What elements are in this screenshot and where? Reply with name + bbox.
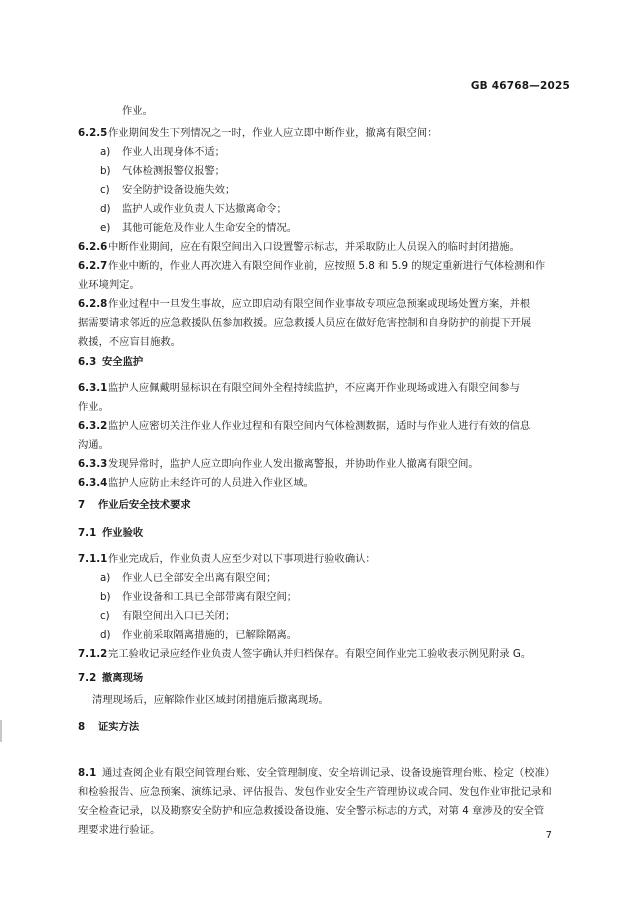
clause-text: 作业期间发生下列情况之一时，作业人应立即中断作业，撤离有限空间：	[108, 127, 438, 139]
list-item	[100, 590, 600, 604]
section-heading	[78, 498, 578, 512]
paragraph-line	[78, 316, 578, 330]
clause-text: 其他可能危及作业人生命安全的情况。	[122, 222, 298, 234]
paragraph-line	[92, 693, 592, 707]
clause-number: 7.1.2	[78, 648, 108, 660]
clause-number: 6.2.8	[78, 298, 108, 310]
paragraph-line	[78, 823, 578, 837]
clause-text: 监护人应密切关注作业人作业过程和有限空间内气体检测数据，适时与作业人进行有效的信息	[108, 420, 531, 432]
clause-text: 撤离现场	[102, 672, 144, 684]
clause-number: d)	[100, 203, 111, 215]
clause-text: 监护人应防止未经许可的人员进入作业区域。	[108, 477, 314, 489]
clause-number: 7.2	[78, 672, 97, 684]
paragraph-line	[78, 476, 578, 490]
standard-code: GB 46768—2025	[470, 80, 570, 92]
paragraph-line	[78, 785, 578, 799]
clause-text: 作业设备和工具已全部带离有限空间；	[122, 591, 298, 603]
paragraph-line	[78, 126, 578, 140]
paragraph-line	[78, 297, 578, 311]
section-heading	[78, 720, 578, 734]
clause-text: 作业后安全技术要求	[98, 499, 191, 511]
paragraph-line	[78, 335, 578, 349]
list-item	[100, 628, 600, 642]
paragraph-line	[78, 259, 578, 273]
clause-text: 作业过程中一旦发生事故，应立即启动有限空间作业事故专项应急预案或现场处置方案，并根	[108, 298, 531, 310]
clause-number: a)	[100, 146, 111, 158]
list-item	[100, 145, 600, 159]
paragraph-line	[78, 647, 578, 661]
paragraph-line	[78, 438, 578, 452]
clause-text: 作业验收	[102, 527, 144, 539]
paragraph-line	[122, 104, 622, 118]
clause-text: 业环境判定。	[78, 279, 140, 291]
paragraph-line	[78, 766, 578, 780]
clause-text: 据需要请求邻近的应急救援队伍参加救援。应急救援人员应在做好危害控制和自身防护的前提下开展	[78, 317, 532, 329]
paragraph-line	[78, 278, 578, 292]
clause-number: 7.1.1	[78, 553, 108, 565]
clause-text: 有限空间出入口已关闭；	[122, 610, 236, 622]
section-heading	[78, 526, 578, 540]
clause-text: 清理现场后，应解除作业区域封闭措施后撤离现场。	[92, 694, 329, 706]
clause-number: 6.3.3	[78, 458, 108, 470]
paragraph-line	[78, 804, 578, 818]
clause-text: 安全监护	[102, 356, 144, 368]
list-item	[100, 202, 600, 216]
clause-text: 作业中断的，作业人再次进入有限空间作业前，应按照 5.8 和 5.9 的规定重新进行气体检测和作	[108, 260, 546, 272]
clause-number: 6.3.1	[78, 382, 108, 394]
clause-number: 8	[78, 721, 86, 733]
clause-text: 作业完成后，作业负责人应至少对以下事项进行验收确认：	[108, 553, 376, 565]
margin-marker	[0, 720, 2, 742]
section-heading	[78, 355, 578, 369]
clause-text: 完工验收记录应经作业负责人签字确认并归档保存。有限空间作业完工验收表示例见附录 G。	[108, 648, 532, 660]
list-item	[100, 183, 600, 197]
clause-text: 和检验报告、应急预案、演练记录、评估报告、发包作业安全生产管理协议或合同、发包作业审批记录和	[78, 786, 552, 798]
list-item	[100, 221, 600, 235]
clause-number: 8.1	[78, 767, 97, 779]
clause-text: 作业前采取隔离措施的，已解除隔离。	[122, 629, 298, 641]
section-heading	[78, 671, 578, 685]
clause-text: 证实方法	[98, 721, 140, 733]
clause-text: 作业人出现身体不适；	[122, 146, 225, 158]
clause-number: 6.3.2	[78, 420, 108, 432]
clause-number: 6.2.5	[78, 127, 108, 139]
clause-number: c)	[100, 184, 110, 196]
clause-text: 安全防护设备设施失效；	[122, 184, 236, 196]
clause-text: 作业。	[78, 401, 109, 413]
clause-number: b)	[100, 591, 111, 603]
clause-text: 通过查阅企业有限空间管理台账、安全管理制度、安全培训记录、设备设施管理台账、检定（校准）	[102, 767, 556, 779]
clause-text: 安全检查记录，以及勘察安全防护和应急救援设备设施、安全警示标志的方式，对第 4 章涉及的安全管	[78, 805, 545, 817]
paragraph-line	[78, 457, 578, 471]
clause-number: d)	[100, 629, 111, 641]
list-item	[100, 571, 600, 585]
clause-text: 发现异常时，监护人应立即向作业人发出撤离警报，并协助作业人撤离有限空间。	[108, 458, 479, 470]
paragraph-line	[78, 381, 578, 395]
clause-text: 气体检测报警仪报警；	[122, 165, 225, 177]
clause-number: 6.2.6	[78, 241, 108, 253]
paragraph-line	[78, 240, 578, 254]
clause-text: 作业。	[122, 105, 153, 117]
clause-number: 6.3	[78, 356, 97, 368]
clause-number: 7	[78, 499, 86, 511]
clause-number: c)	[100, 610, 110, 622]
page-number: 7	[545, 830, 552, 841]
clause-text: 监护人或作业负责人下达撤离命令；	[122, 203, 287, 215]
clause-number: 6.3.4	[78, 477, 108, 489]
paragraph-line	[78, 400, 578, 414]
clause-number: e)	[100, 222, 111, 234]
clause-number: a)	[100, 572, 111, 584]
clause-text: 中断作业期间，应在有限空间出入口设置警示标志，并采取防止人员误入的临时封闭措施。	[108, 241, 520, 253]
list-item	[100, 609, 600, 623]
clause-text: 救援，不应盲目施救。	[78, 336, 181, 348]
clause-text: 沟通。	[78, 439, 109, 451]
list-item	[100, 164, 600, 178]
paragraph-line	[78, 419, 578, 433]
paragraph-line	[78, 552, 578, 566]
clause-text: 监护人应佩戴明显标识在有限空间外全程持续监护，不应离开作业现场或进入有限空间参与	[108, 382, 520, 394]
clause-text: 作业人已全部安全出离有限空间；	[122, 572, 277, 584]
clause-number: 7.1	[78, 527, 97, 539]
clause-text: 理要求进行验证。	[78, 824, 161, 836]
clause-number: b)	[100, 165, 111, 177]
clause-number: 6.2.7	[78, 260, 108, 272]
